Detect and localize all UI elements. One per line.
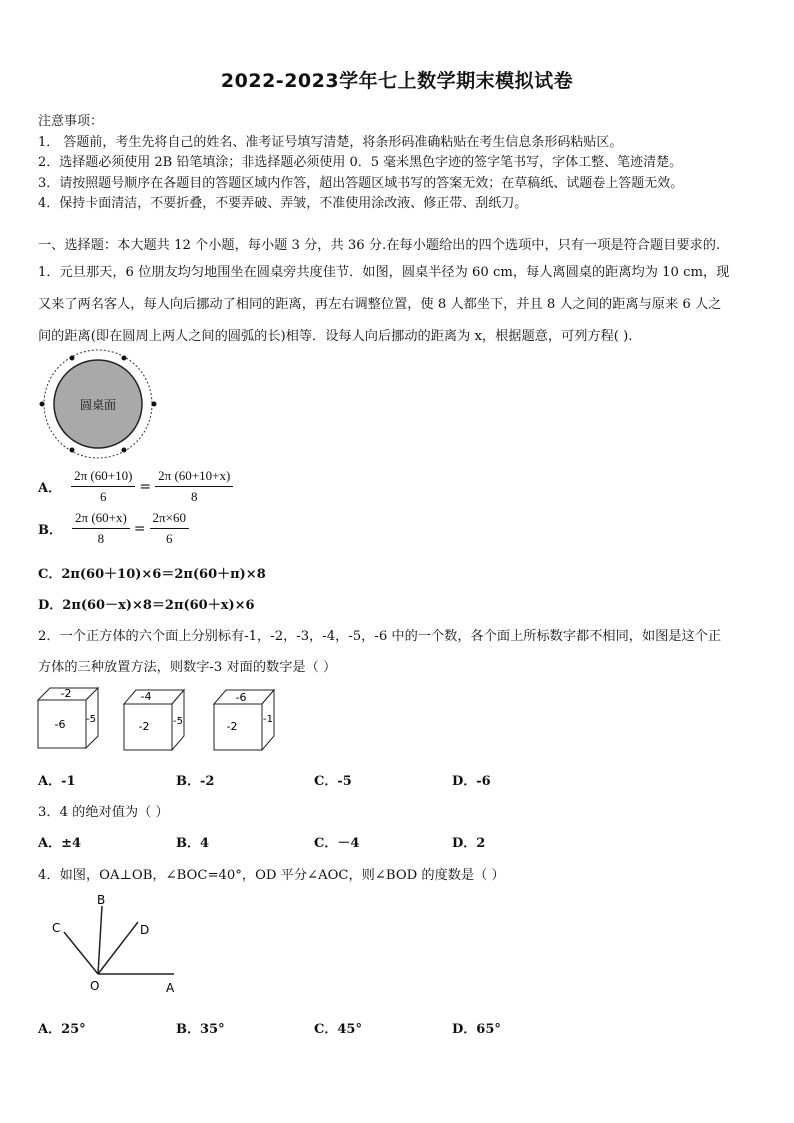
fraction: $\frac{2\pi\times 60}{6}$ (150, 510, 189, 547)
q1-text-line: 又来了两名客人，每人向后挪动了相同的距离，再左右调整位置，使 8 人都坐下，并且 8 人之间的距离与原来 6 人之 (38, 297, 722, 312)
label-c: C (52, 921, 61, 935)
q4-angle-figure (40, 892, 190, 1000)
ray-ob (98, 906, 102, 974)
ray-oc (64, 932, 98, 974)
seat-dot (122, 356, 127, 361)
cube-1 (38, 687, 98, 748)
svg-text:-6: -6 (235, 691, 247, 704)
q2-option-b[interactable]: B．-2 (176, 774, 215, 789)
q3-option-d[interactable]: D．2 (452, 836, 486, 851)
q3-option-a[interactable]: A．±4 (38, 836, 82, 851)
fraction: $\frac{2\pi (60+10+x)}{8}$ (155, 468, 233, 505)
svg-text:-1: -1 (263, 714, 273, 725)
q2-option-a[interactable]: A．-1 (38, 774, 76, 789)
q4-option-a[interactable]: A．25° (38, 1022, 86, 1037)
label-b: B (97, 893, 106, 907)
q2-text-line: 方体的三种放置方法，则数字-3 对面的数字是（ ） (38, 660, 337, 675)
q3-option-c[interactable]: C．－4 (314, 836, 360, 851)
q4-option-c[interactable]: C．45° (314, 1022, 362, 1037)
label-d: D (140, 923, 150, 937)
q4-option-d[interactable]: D．65° (452, 1022, 501, 1037)
section-heading: 一、选择题：本大题共 12 个小题，每小题 3 分，共 36 分.在每小题给出的四个选项中，只有一项是符合题目要求的. (38, 238, 721, 253)
q1-option-d[interactable]: D．2π(60－x)×8＝2π(60＋x)×6 (38, 598, 255, 613)
page-title: 2022-2023学年七上数学期末模拟试卷 (220, 70, 574, 92)
seat-dot (152, 402, 157, 407)
svg-text:-5: -5 (86, 714, 96, 725)
svg-text:-6: -6 (54, 718, 66, 731)
q1-option-a[interactable]: A． $\frac{2\pi (60+10)}{6}$ = $\frac{2\pi (60+10+x)}{8}$ (38, 468, 235, 505)
table-label: 圆桌面 (79, 398, 117, 412)
fraction: $\frac{2\pi (60+x)}{8}$ (72, 510, 130, 547)
q3-text: 3．4 的绝对值为（ ） (38, 805, 169, 820)
q2-cube-figure (34, 684, 282, 752)
q1-round-table-figure (36, 348, 160, 460)
cube-2 (124, 690, 184, 750)
notice-item: 2．选择题必须使用 2B 铅笔填涂；非选择题必须使用 0．5 毫米黑色字迹的签字笔书写，字体工整、笔迹清楚。 (38, 155, 683, 170)
fraction: $\frac{2\pi (60+10)}{6}$ (71, 468, 135, 505)
q2-option-c[interactable]: C．-5 (314, 774, 352, 789)
seat-dot (40, 402, 45, 407)
q1-text-line: 间的距离(即在圆周上两人之间的圆弧的长)相等．设每人向后挪动的距离为 x，根据题意，可列方程( ). (38, 329, 633, 344)
seat-dot (70, 356, 75, 361)
q4-text: 4．如图，OA⊥OB，∠BOC=40°，OD 平分∠AOC，则∠BOD 的度数是（ ） (38, 868, 505, 883)
svg-text:-4: -4 (140, 690, 152, 703)
seat-dot (70, 448, 75, 453)
notice-item: 4．保持卡面清洁，不要折叠，不要弄破、弄皱，不准使用涂改液、修正带、刮纸刀。 (38, 196, 528, 211)
cube-3 (214, 690, 274, 750)
svg-text:-2: -2 (226, 720, 238, 733)
q1-option-c[interactable]: C．2π(60＋10)×6＝2π(60＋π)×8 (38, 567, 266, 582)
notice-item: 3．请按照题号顺序在各题目的答题区域内作答，超出答题区域书写的答案无效；在草稿纸、试题卷上答题无效。 (38, 176, 684, 191)
q2-text-line: 2．一个正方体的六个面上分别标有-1，-2，-3，-4，-5，-6 中的一个数，各个面上所标数字都不相同，如图是这个正 (38, 629, 722, 644)
notice-heading: 注意事项： (38, 114, 104, 129)
seat-dot (122, 448, 127, 453)
q3-option-b[interactable]: B．4 (176, 836, 210, 851)
q1-text-line: 1．元旦那天，6 位朋友均匀地围坐在圆桌旁共度佳节．如图，圆桌半径为 60 cm，每人离圆桌的距离均为 10 cm，现 (38, 265, 730, 280)
ray-od (98, 922, 138, 974)
q4-option-b[interactable]: B．35° (176, 1022, 225, 1037)
svg-text:-2: -2 (138, 720, 150, 733)
svg-text:-2: -2 (60, 687, 72, 700)
svg-text:-5: -5 (173, 716, 183, 727)
label-o: O (90, 979, 100, 993)
notice-item: 1． 答题前，考生先将自己的姓名、准考证号填写清楚，将条形码准确粘贴在考生信息条形码粘贴区。 (38, 135, 623, 150)
label-a: A (166, 981, 175, 995)
q1-option-b[interactable]: B． $\frac{2\pi (60+x)}{8}$ = $\frac{2\pi\times 60}{6}$ (38, 510, 191, 547)
q2-option-d[interactable]: D．-6 (452, 774, 491, 789)
